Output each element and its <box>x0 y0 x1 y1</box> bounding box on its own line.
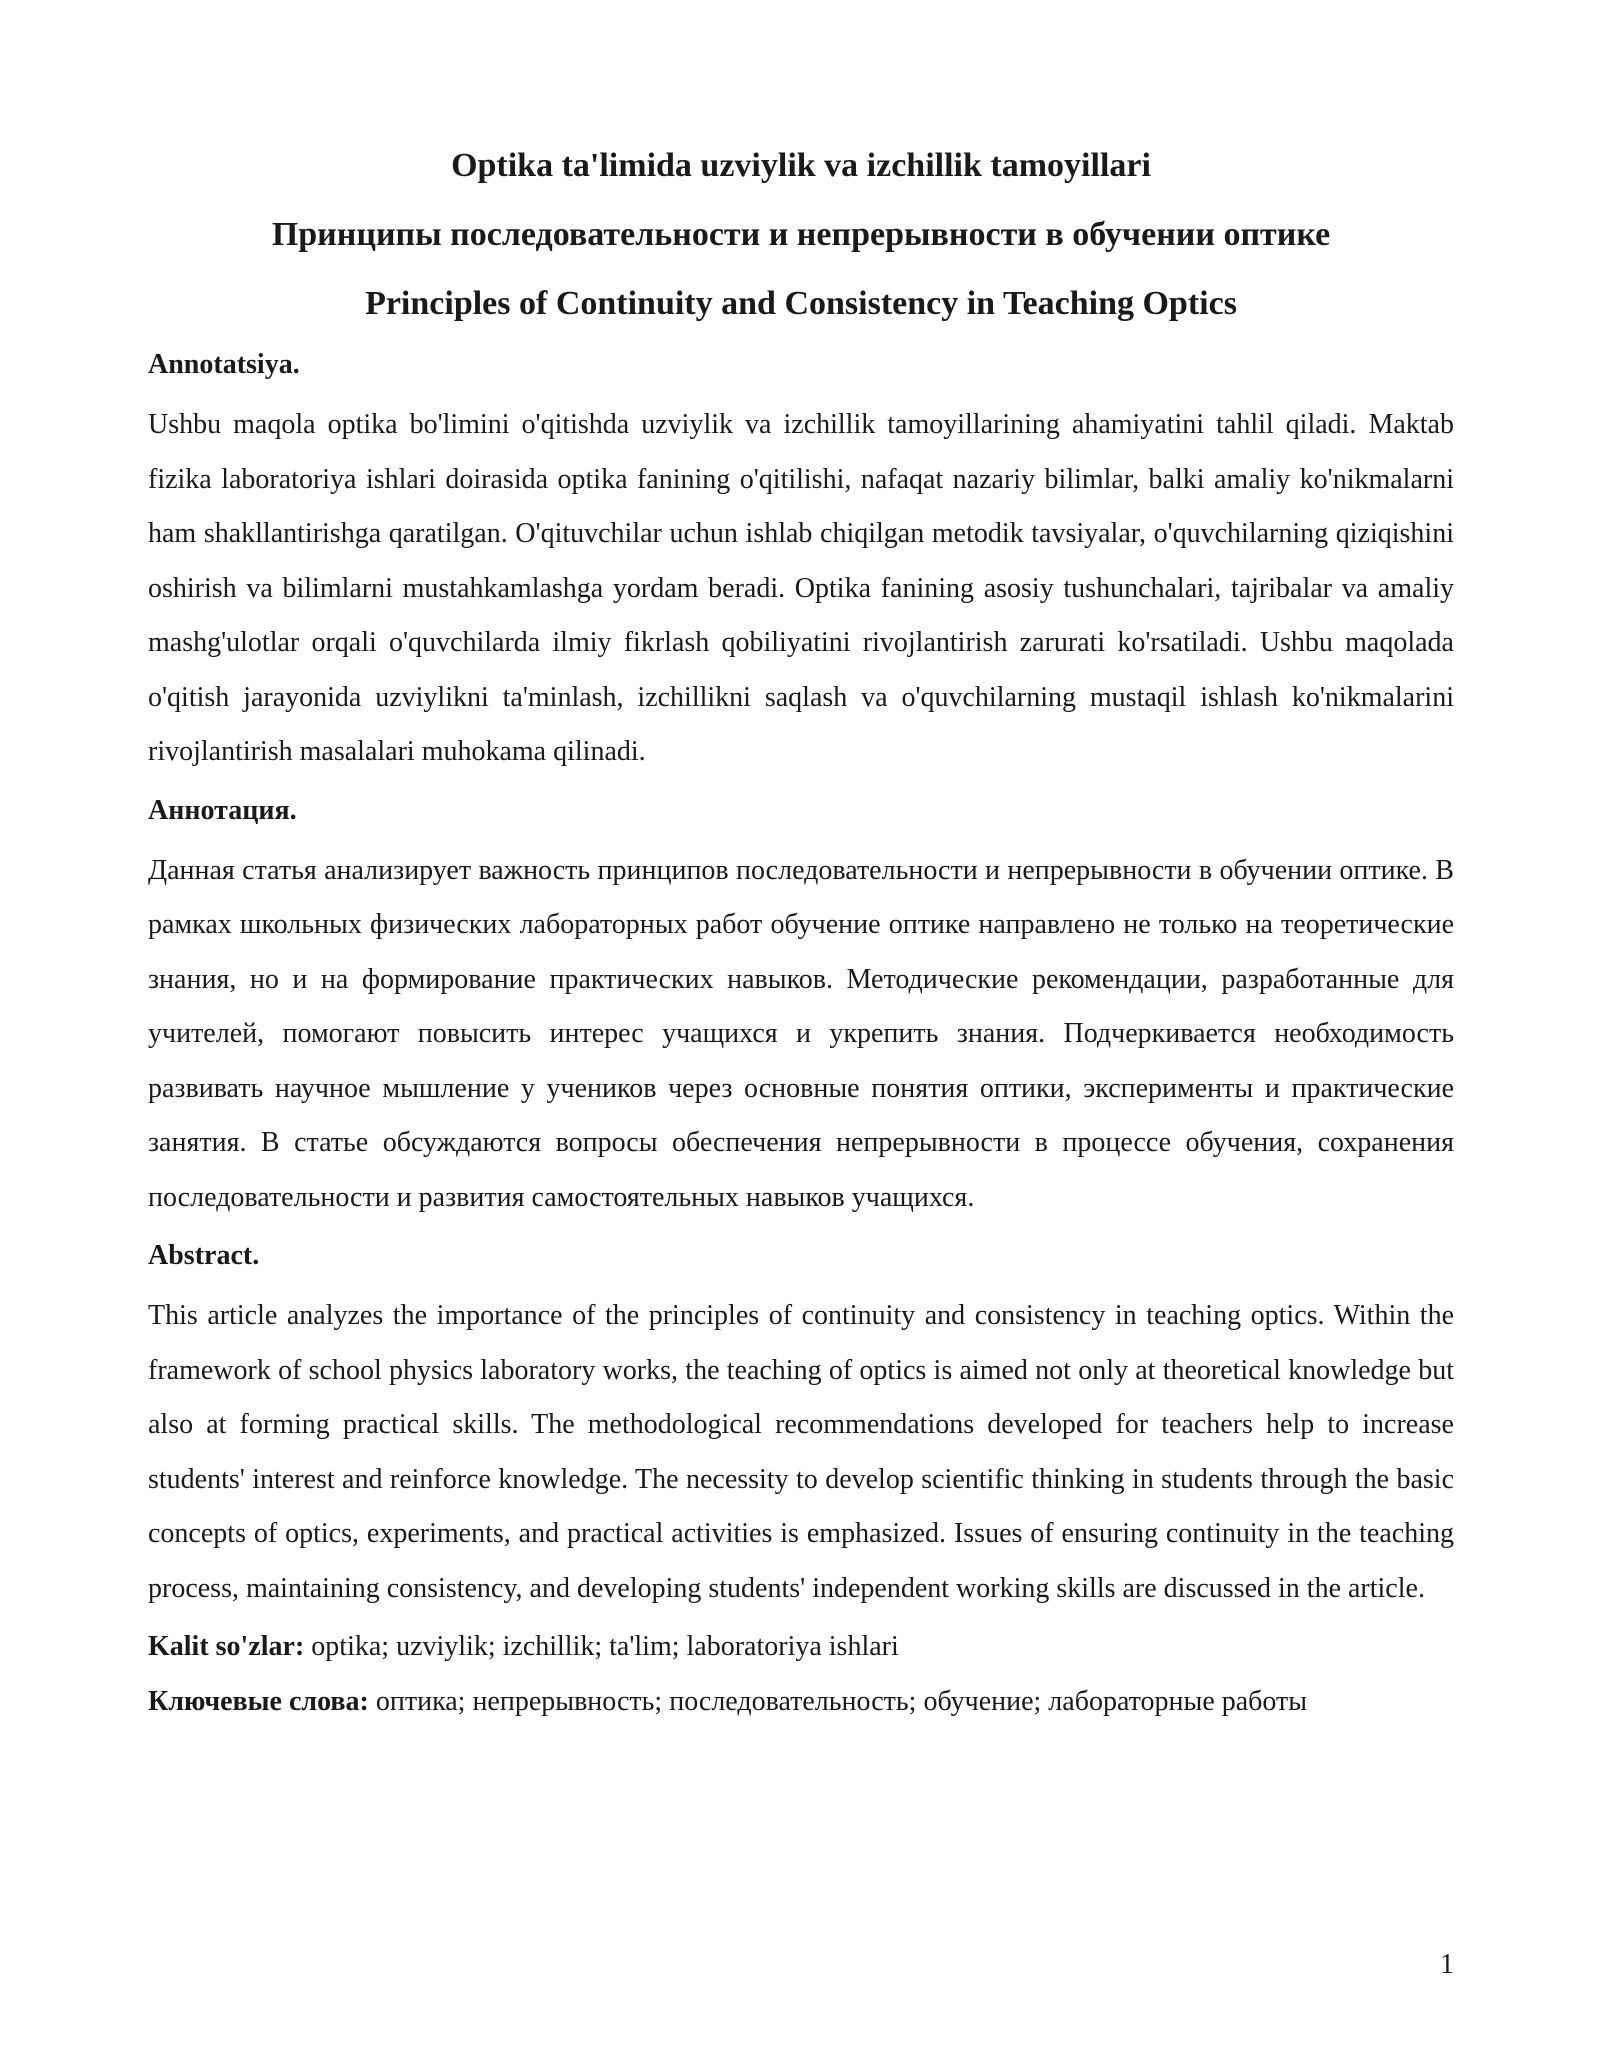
keywords-ru-label: Ключевые слова: <box>148 1685 369 1717</box>
title-ru: Принципы последовательности и непрерывности в обучении оптике <box>271 216 1331 253</box>
abstract-en-heading: Abstract. <box>148 1240 260 1271</box>
annotation-ru-text: Данная статья анализирует важность принципов последовательности и непрерывности в обучении оптике. В рамках школьных физических лабораторных работ обучение оптике направлено не только на теоретические знания, но и на формирование практических навыков. Методические рекомендации, разработанные для учителей, помогают повысить интерес учащихся и укрепить знания. Подчеркивается необходимость развивать научное мышление у учеников через основные понятия оптики, эксперименты и практические занятия. В статье обсуждаются вопросы обеспечения непрерывности в процессе обучения, сохранения последовательности и развития самостоятельных навыков учащихся. <box>148 854 1454 1213</box>
title-uz: Optika ta'limida uzviylik va izchillik tamoyillari <box>451 147 1151 184</box>
page-number: 1 <box>1440 1949 1454 1980</box>
abstract-en-text: This article analyzes the importance of the principles of continuity and consistency in teaching optics. Within the framework of school physics laboratory works, the teaching of optics is aimed not only at theoretical knowledge but also at forming practical skills. The methodological recommendations developed for teachers help to increase students' interest and reinforce knowledge. The necessity to develop scientific thinking in students through the basic concepts of optics, experiments, and practical activities is emphasized. Issues of ensuring continuity in the teaching process, maintaining consistency, and developing students' independent working skills are discussed in the article. <box>148 1300 1454 1604</box>
title-en: Principles of Continuity and Consistency in Teaching Optics <box>365 285 1237 322</box>
keywords-uz <box>148 1620 1454 1675</box>
annotation-ru-heading: Аннотация. <box>148 794 297 826</box>
keywords-uz-label: Kalit so'zlar: <box>148 1631 305 1662</box>
keywords-uz-value: optika; uzviylik; izchillik; ta'lim; laboratoriya ishlari <box>304 1631 899 1662</box>
keywords-ru <box>148 1675 1454 1730</box>
page-content <box>148 146 1454 1729</box>
annotation-uz-heading: Annotatsiya. <box>148 349 300 380</box>
keywords-ru-value: оптика; непрерывность; последовательность; обучение; лабораторные работы <box>368 1685 1308 1717</box>
annotation-uz-text: Ushbu maqola optika bo'limini o'qitishda uzviylik va izchillik tamoyillarining ahamiyatini tahlil qiladi. Maktab fizika laboratoriya ishlari doirasida optika fanining o'qitilishi, nafaqat nazariy bilimlar, balki amaliy ko'nikmalarni ham shakllantirishga qaratilgan. O'qituvchilar uchun ishlab chiqilgan metodik tavsiyalar, o'quvchilarning qiziqishini oshirish va bilimlarni mustahkamlashga yordam beradi. Optika fanining asosiy tushunchalari, tajribalar va amaliy mashg'ulotlar orqali o'quvchilarda ilmiy fikrlash qobiliyatini rivojlantirish zarurati ko'rsatiladi. Ushbu maqolada o'qitish jarayonida uzviylikni ta'minlash, izchillikni saqlash va o'quvchilarning mustaqil ishlash ko'nikmalarini rivojlantirish masalalari muhokama qilinadi. <box>148 409 1454 767</box>
